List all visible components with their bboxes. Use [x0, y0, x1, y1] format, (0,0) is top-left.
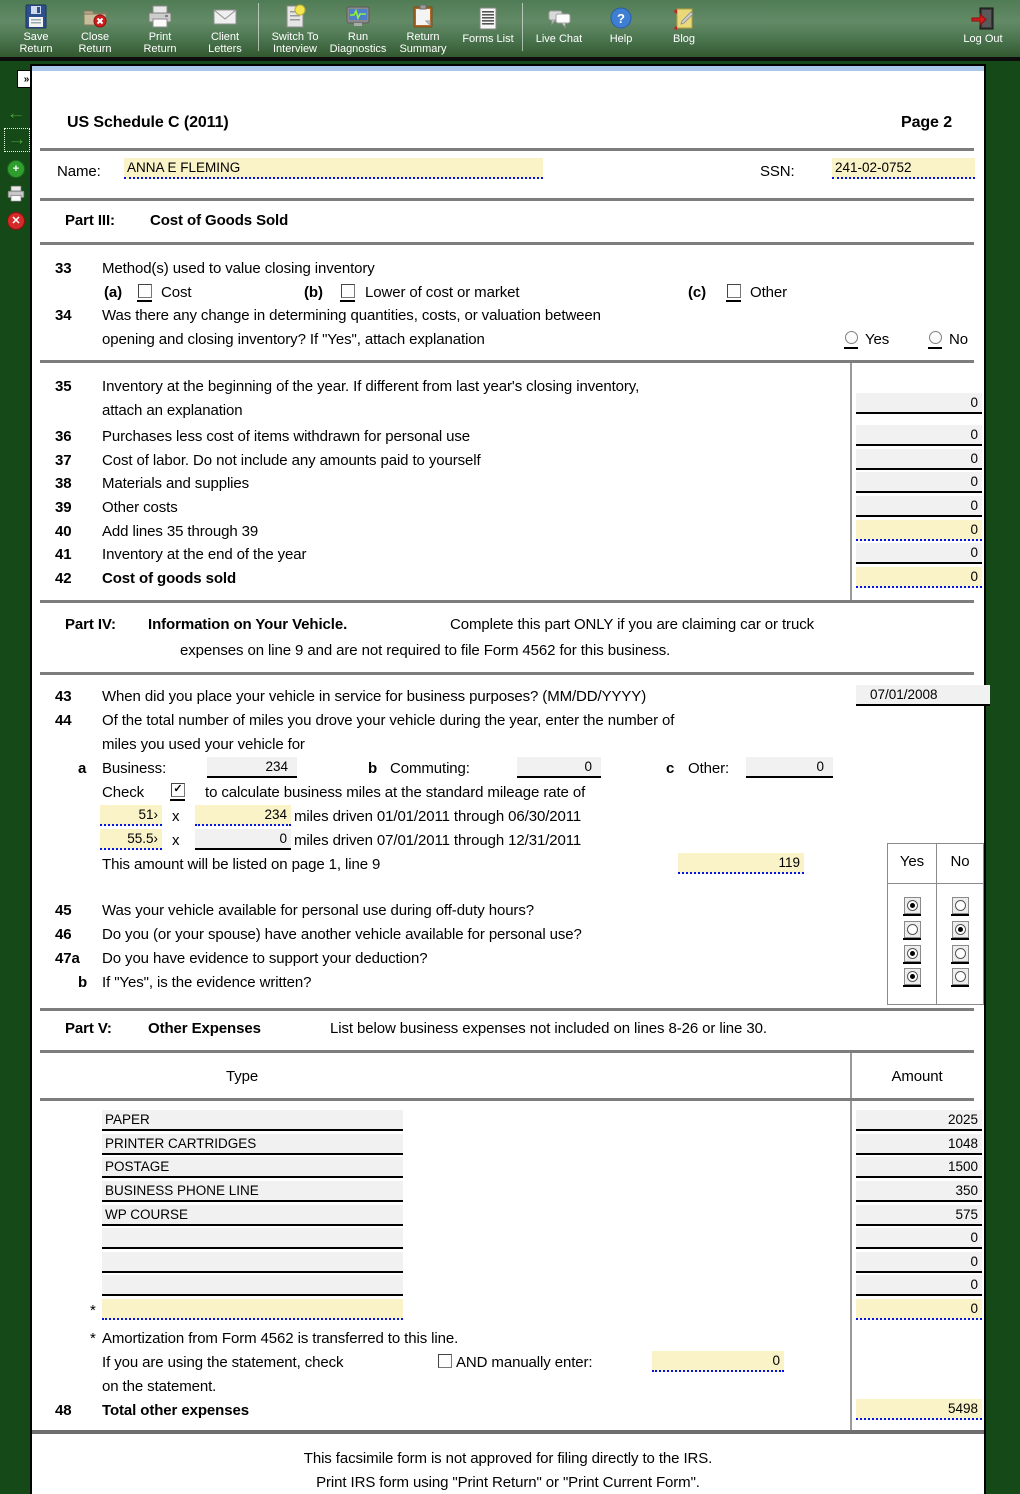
- toolbar-separator: [258, 3, 259, 51]
- back-arrow-icon: ←: [6, 103, 26, 124]
- line43-number: 43: [55, 688, 72, 705]
- expense-amount-field[interactable]: 0: [856, 1275, 982, 1296]
- diagnostics-monitor-icon: [344, 3, 372, 31]
- line34-no-radio[interactable]: [928, 330, 942, 349]
- line44-text1: Of the total number of miles you drove your vehicle during the year, enter the number of: [102, 712, 675, 729]
- logout-label: Log Out: [963, 33, 1003, 45]
- back-arrow-button[interactable]: [4, 103, 28, 125]
- line41-amount-field[interactable]: 0: [856, 543, 982, 564]
- line44a-letter: a: [78, 760, 87, 777]
- line47a-text: Do you have evidence to support your deduction?: [102, 950, 428, 967]
- line47b-letter: b: [78, 974, 88, 991]
- rate1-field[interactable]: 51›: [100, 805, 162, 826]
- close-return-button[interactable]: [62, 3, 128, 55]
- option-c-text: Other: [750, 284, 788, 301]
- check-label: Check: [102, 784, 145, 801]
- name-label: Name:: [57, 163, 101, 180]
- line40-text: Add lines 35 through 39: [102, 523, 259, 540]
- part5-title: Other Expenses: [148, 1020, 261, 1037]
- option-b-label: (b): [304, 284, 323, 301]
- close-form-button[interactable]: [4, 210, 28, 232]
- option-a-label: (a): [104, 284, 123, 301]
- x-circle-icon: ✕: [7, 212, 25, 230]
- amortization-note-1: Amortization from Form 4562 is transferred to this line.: [102, 1330, 459, 1347]
- chevrons-icon: »: [23, 73, 30, 85]
- checkbox-box: [138, 284, 152, 298]
- line33-text: Method(s) used to value closing inventory: [102, 260, 375, 277]
- radio-circle: [845, 331, 858, 344]
- return-summary-label-1: Return: [406, 31, 440, 43]
- forms-list-button[interactable]: [455, 3, 521, 55]
- part5-desc: List below business expenses not included on lines 8-26 or line 30.: [330, 1020, 767, 1037]
- line38-number: 38: [55, 475, 72, 492]
- grid-header-divider: [888, 883, 983, 884]
- forward-arrow-button[interactable]: [4, 128, 30, 152]
- part3-title: Cost of Goods Sold: [150, 212, 289, 229]
- amortization-star: *: [90, 1302, 96, 1319]
- save-return-label-2: Return: [19, 43, 53, 55]
- yes-no-grid: [887, 843, 984, 1005]
- rate2-text: miles driven 07/01/2011 through 12/31/2011: [294, 832, 582, 849]
- line37-amount-field[interactable]: 0: [856, 449, 982, 470]
- other-checkbox[interactable]: [726, 283, 741, 302]
- line47a-number: 47a: [55, 950, 80, 967]
- switch-to-interview-button[interactable]: [262, 3, 328, 55]
- checkbox-box: ✓: [171, 783, 185, 797]
- line47a-no-radio[interactable]: [952, 945, 969, 962]
- line45-number: 45: [55, 902, 72, 919]
- part5-label: Part V:: [65, 1020, 112, 1037]
- radio-underline: [951, 938, 969, 940]
- client-letters-label-2: Letters: [208, 43, 242, 55]
- save-return-button[interactable]: [3, 3, 69, 55]
- divider: [40, 600, 974, 603]
- help-icon: [607, 3, 635, 33]
- amortization-note-2a: If you are using the statement, check: [102, 1354, 344, 1371]
- radio-underline: [951, 914, 969, 916]
- expense-type-field[interactable]: BUSINESS PHONE LINE: [102, 1181, 403, 1202]
- help-label-1: Help: [609, 33, 633, 45]
- line46-yes-radio[interactable]: [904, 921, 921, 938]
- check-text: to calculate business miles at the standard mileage rate of: [205, 784, 586, 801]
- line45-yes-radio[interactable]: [904, 897, 921, 914]
- plus-circle-icon: +: [7, 160, 25, 178]
- return-summary-button[interactable]: [390, 3, 456, 55]
- forward-arrow-icon: →: [7, 129, 27, 150]
- line40-number: 40: [55, 523, 72, 540]
- run-diagnostics-label-2: Diagnostics: [329, 43, 387, 55]
- ssn-label: SSN:: [760, 163, 795, 180]
- page-title: US Schedule C (2011): [67, 114, 229, 131]
- line39-text: Other costs: [102, 499, 178, 516]
- blog-scroll-icon: [670, 3, 698, 33]
- commuting-label: Commuting:: [390, 760, 470, 777]
- line34-no-label: No: [949, 331, 968, 348]
- run-diagnostics-button[interactable]: [325, 3, 391, 55]
- expense-type-field[interactable]: [102, 1275, 403, 1296]
- expense-type-field[interactable]: WP COURSE: [102, 1205, 403, 1226]
- other-miles-field[interactable]: 0: [746, 757, 833, 778]
- part4-label: Part IV:: [65, 616, 116, 633]
- line46-no-radio[interactable]: [952, 921, 969, 938]
- rate1-text: miles driven 01/01/2011 through 06/30/2011: [294, 808, 582, 825]
- part4-desc1: Complete this part ONLY if you are claiming car or truck: [450, 616, 814, 633]
- expense-type-field[interactable]: PRINTER CARTRIDGES: [102, 1134, 403, 1155]
- blog-button[interactable]: [651, 3, 717, 55]
- rate1-miles-field[interactable]: 234: [195, 805, 291, 826]
- business-label: Business:: [102, 760, 167, 777]
- line46-text: Do you (or your spouse) have another vehicle available for personal use?: [102, 926, 582, 943]
- envelope-icon: [211, 3, 239, 31]
- line36-number: 36: [55, 428, 72, 445]
- radio-underline: [903, 938, 921, 940]
- grid-yes-header: Yes: [899, 853, 925, 870]
- line33-number: 33: [55, 260, 72, 277]
- line44-text2: miles you used your vehicle for: [102, 736, 305, 753]
- line47b-yes-radio[interactable]: [904, 968, 921, 985]
- clipboard-icon: [409, 3, 437, 31]
- expense-type-field[interactable]: [102, 1228, 403, 1249]
- amortization-note-2b: AND manually enter:: [456, 1354, 593, 1371]
- divider: [40, 148, 974, 151]
- logout-button[interactable]: [950, 3, 1016, 55]
- radio-underline: [903, 985, 921, 987]
- forms-list-label-1: Forms List: [462, 33, 514, 45]
- name-field[interactable]: ANNA E FLEMING: [124, 158, 543, 179]
- expense-amount-field[interactable]: 1500: [856, 1157, 982, 1178]
- part3-label: Part III:: [65, 212, 115, 229]
- divider: [40, 242, 974, 245]
- expense-type-field[interactable]: [102, 1252, 403, 1273]
- line41-text: Inventory at the end of the year: [102, 546, 307, 563]
- line34-text1: Was there any change in determining quantities, costs, or valuation between: [102, 307, 601, 324]
- page-number: Page 2: [901, 114, 952, 131]
- line37-number: 37: [55, 452, 72, 469]
- expense-amount-field[interactable]: 2025: [856, 1110, 982, 1131]
- line43-date-field[interactable]: 07/01/2008: [856, 685, 990, 706]
- business-miles-field[interactable]: 234: [207, 757, 297, 778]
- line47a-yes-radio[interactable]: [904, 945, 921, 962]
- listed-text: This amount will be listed on page 1, line 9: [102, 856, 381, 873]
- option-c-label: (c): [688, 284, 707, 301]
- radio-underline: [903, 962, 921, 964]
- line35-text: Inventory at the beginning of the year. If different from last year's closing inventory,: [102, 378, 640, 395]
- expense-type-field[interactable]: PAPER: [102, 1110, 403, 1131]
- line48-text: Total other expenses: [102, 1402, 249, 1419]
- radio-underline: [951, 985, 969, 987]
- close-return-label-2: Return: [78, 43, 112, 55]
- print-return-button[interactable]: [127, 3, 193, 55]
- line38-amount-field[interactable]: 0: [856, 472, 982, 493]
- add-form-button[interactable]: [4, 158, 28, 180]
- line47b-no-radio[interactable]: [952, 968, 969, 985]
- toolbar-separator: [522, 3, 523, 51]
- line47b-text: If "Yes", is the evidence written?: [102, 974, 312, 991]
- line35-amount-field[interactable]: 0: [856, 393, 982, 414]
- part4-desc2: expenses on line 9 and are not required to file Form 4562 for this business.: [180, 642, 671, 659]
- option-b-text: Lower of cost or market: [365, 284, 520, 301]
- line35-number: 35: [55, 378, 72, 395]
- help-button[interactable]: [588, 3, 654, 55]
- footer-note-2: Print IRS form using "Print Return" or "Print Current Form".: [316, 1474, 700, 1491]
- page-top-strip: [32, 66, 984, 71]
- cost-checkbox[interactable]: [137, 283, 152, 302]
- line46-number: 46: [55, 926, 72, 943]
- line34-yes-radio[interactable]: [844, 330, 858, 349]
- expense-amount-field-amortization[interactable]: 0: [856, 1299, 982, 1320]
- expense-amount-field[interactable]: 1048: [856, 1134, 982, 1155]
- client-letters-label-1: Client: [210, 31, 240, 43]
- divider: [40, 198, 974, 201]
- rate2-miles-field[interactable]: 0: [195, 829, 291, 850]
- client-letters-button[interactable]: [192, 3, 258, 55]
- option-a-text: Cost: [161, 284, 192, 301]
- run-diagnostics-label-1: Run: [347, 31, 369, 43]
- floppy-disk-icon: [22, 3, 50, 31]
- form-page: [30, 64, 986, 1494]
- line42-text: Cost of goods sold: [102, 570, 237, 587]
- line34-number: 34: [55, 307, 72, 324]
- expense-type-field-amortization[interactable]: [102, 1299, 403, 1320]
- line43-text: When did you place your vehicle in service for business purposes? (MM/DD/YYYY): [102, 688, 647, 705]
- rate2-times: x: [172, 832, 180, 849]
- radio-underline: [903, 914, 921, 916]
- line34-yes-label: Yes: [865, 331, 890, 348]
- rate2-field[interactable]: 55.5›: [100, 829, 162, 850]
- live-chat-label-1: Live Chat: [535, 33, 583, 45]
- svg-text:?: ?: [617, 11, 625, 26]
- line39-amount-field[interactable]: 0: [856, 496, 982, 517]
- footer-divider: [32, 1430, 984, 1434]
- footer-note-1: This facsimile form is not approved for filing directly to the IRS.: [303, 1450, 713, 1467]
- switch-to-interview-label-1: Switch To: [271, 31, 319, 43]
- listed-amount-field[interactable]: 119: [678, 853, 804, 874]
- main-toolbar: [0, 0, 1020, 61]
- amount-column-divider: [850, 1053, 852, 1430]
- switch-to-interview-label-2: Interview: [272, 43, 318, 55]
- lower-cost-checkbox[interactable]: [340, 283, 355, 302]
- line36-text: Purchases less cost of items withdrawn for personal use: [102, 428, 470, 445]
- manual-amortization-field[interactable]: 0: [652, 1351, 784, 1372]
- print-return-label-1: Print: [148, 31, 172, 43]
- rate1-times: x: [172, 808, 180, 825]
- line34-text2: opening and closing inventory? If "Yes", attach explanation: [102, 331, 485, 348]
- grid-no-header: No: [950, 853, 970, 870]
- checkbox-box: [727, 284, 741, 298]
- logout-door-icon: [969, 3, 997, 33]
- standard-mileage-checkbox[interactable]: [170, 782, 185, 801]
- divider: [40, 672, 974, 675]
- blog-label-1: Blog: [672, 33, 696, 45]
- line38-text: Materials and supplies: [102, 475, 250, 492]
- divider: [40, 1098, 974, 1101]
- radio-circle: [929, 331, 942, 344]
- line44b-letter: b: [368, 760, 378, 777]
- line45-no-radio[interactable]: [952, 897, 969, 914]
- line42-number: 42: [55, 570, 72, 587]
- live-chat-button[interactable]: [526, 3, 592, 55]
- divider: [40, 1050, 974, 1053]
- print-return-label-2: Return: [143, 43, 177, 55]
- printer-small-icon: [6, 184, 26, 209]
- part4-title: Information on Your Vehicle.: [148, 616, 348, 633]
- amount-column-divider: [850, 363, 852, 600]
- line42-amount-field[interactable]: 0: [856, 567, 982, 588]
- print-form-button[interactable]: [4, 185, 28, 207]
- folder-close-icon: [81, 3, 109, 31]
- chat-bubbles-icon: [545, 3, 573, 33]
- commuting-miles-field[interactable]: 0: [517, 757, 601, 778]
- line37-text: Cost of labor. Do not include any amounts paid to yourself: [102, 452, 481, 469]
- close-return-label-1: Close: [80, 31, 110, 43]
- type-column-header: Type: [226, 1068, 259, 1085]
- expense-amount-field[interactable]: 0: [856, 1228, 982, 1249]
- statement-checkbox[interactable]: [437, 1353, 452, 1372]
- divider: [40, 1008, 974, 1011]
- return-summary-label-2: Summary: [399, 43, 447, 55]
- amortization-note-3: on the statement.: [102, 1378, 217, 1395]
- amount-column-header: Amount: [891, 1068, 943, 1085]
- line44c-letter: c: [666, 760, 675, 777]
- line48-number: 48: [55, 1402, 72, 1419]
- forms-list-icon: [474, 3, 502, 33]
- line48-total-field[interactable]: 5498: [856, 1399, 982, 1420]
- expense-amount-field[interactable]: 0: [856, 1252, 982, 1273]
- divider: [40, 360, 974, 363]
- radio-underline: [951, 962, 969, 964]
- expense-amount-field[interactable]: 575: [856, 1205, 982, 1226]
- line45-text: Was your vehicle available for personal use during off-duty hours?: [102, 902, 534, 919]
- expense-type-field[interactable]: POSTAGE: [102, 1157, 403, 1178]
- printer-icon: [146, 3, 174, 31]
- interview-document-icon: [281, 3, 309, 31]
- expense-amount-field[interactable]: 350: [856, 1181, 982, 1202]
- ssn-field[interactable]: 241-02-0752: [832, 158, 975, 179]
- checkbox-box: [438, 1354, 452, 1368]
- line41-number: 41: [55, 546, 72, 563]
- save-return-label-1: Save: [23, 31, 49, 43]
- other-miles-label: Other:: [688, 760, 730, 777]
- line44-number: 44: [55, 712, 72, 729]
- line39-number: 39: [55, 499, 72, 516]
- amortization-star-2: *: [90, 1330, 96, 1347]
- line40-amount-field[interactable]: 0: [856, 520, 982, 541]
- line35-text2: attach an explanation: [102, 402, 243, 419]
- line36-amount-field[interactable]: 0: [856, 425, 982, 446]
- checkbox-box: [341, 284, 355, 298]
